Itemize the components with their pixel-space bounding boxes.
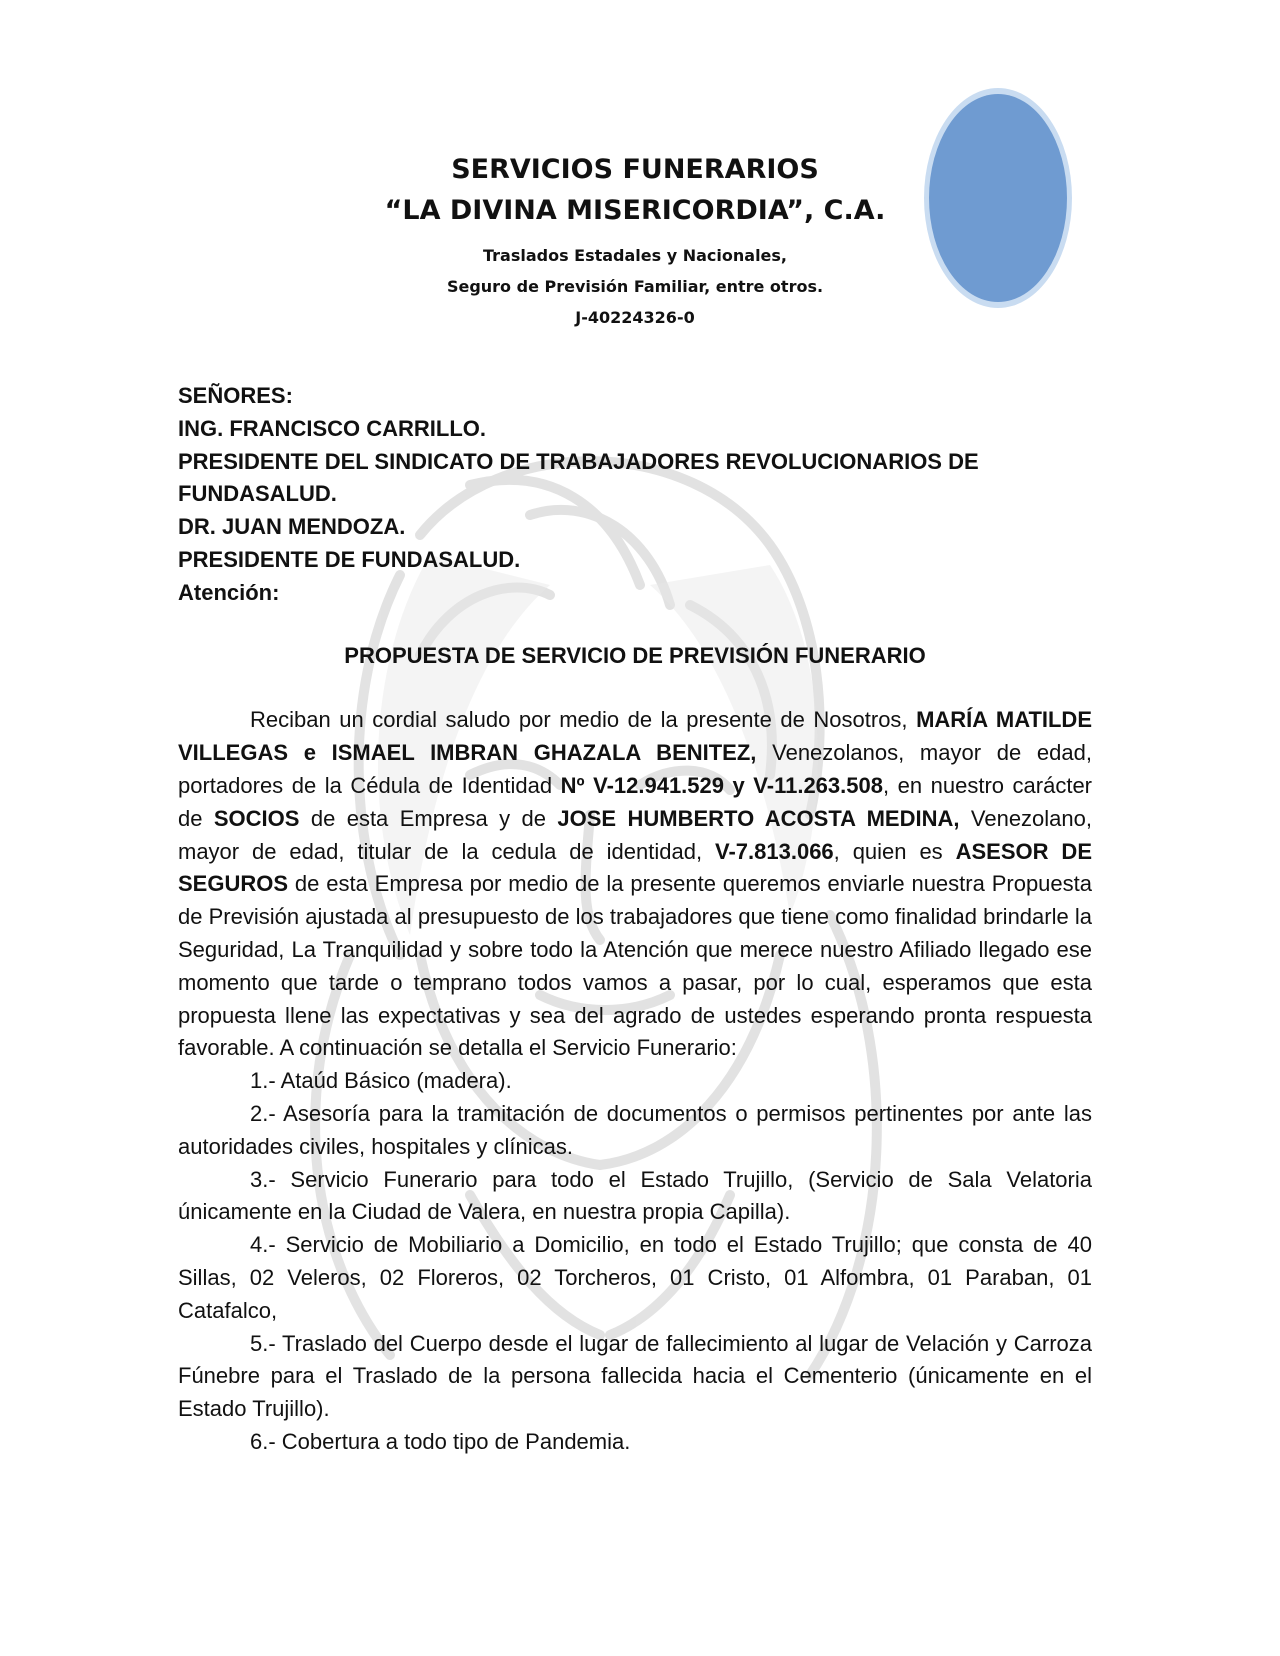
- addressee-line: DR. JUAN MENDOZA.: [178, 514, 406, 540]
- blue-oval-logo-icon: [922, 86, 1074, 310]
- tagline-insurance: Seguro de Previsión Familiar, entre otros.: [446, 277, 824, 296]
- advisor-role: ASESOR DE SEGUROS: [178, 838, 1092, 897]
- service-item: 2.- Asesoría para la tramitación de documentos o permisos pertinentes por ante las autoridades civiles, hospitales y clínicas.: [178, 1100, 1092, 1159]
- addressee-line: ING. FRANCISCO CARRILLO.: [178, 415, 486, 441]
- body-text: , quien es: [833, 838, 956, 864]
- body-text: de esta Empresa y de: [299, 805, 558, 831]
- addressee-line: PRESIDENTE DEL SINDICATO DE TRABAJADORES REVOLUCIONARIOS DE FUNDASALUD.: [178, 448, 979, 507]
- company-legal-name: “LA DIVINA MISERICORDIA”, C.A.: [384, 195, 886, 226]
- addressee-line: PRESIDENTE DE FUNDASALUD.: [178, 546, 521, 572]
- body-text: Venezolano, mayor de edad, titular de la cedula de identidad,: [178, 805, 1093, 864]
- service-item: 4.- Servicio de Mobiliario a Domicilio, en todo el Estado Trujillo; que consta de 40 Sillas, 02 Veleros, 02 Floreros, 02 Torcheros, 01 Cristo, 01 Alfombra, 01 Paraban, 01 Catafalco,: [178, 1232, 1092, 1323]
- addressee-line: SEÑORES:: [178, 383, 293, 408]
- rif-number: J-40224326-0: [575, 308, 695, 327]
- body-text: Reciban un cordial saludo por medio de la presente de Nosotros,: [250, 707, 917, 733]
- partner-names: MARÍA MATILDE VILLEGAS e ISMAEL IMBRAN GHAZALA BENITEZ,: [178, 707, 1092, 766]
- company-name: SERVICIOS FUNERARIOS: [451, 154, 819, 185]
- letter-body: [178, 380, 1092, 1459]
- service-item: 5.- Traslado del Cuerpo desde el lugar de fallecimiento al lugar de Velación y Carroza Fúnebre para el Traslado de la persona fallecida hacia el Cementerio (únicamente en el Estado Trujillo).: [178, 1330, 1092, 1422]
- service-item: 6.- Cobertura a todo tipo de Pandemia.: [250, 1428, 631, 1454]
- body-text: de esta Empresa por medio de la presente queremos enviarle nuestra Propuesta de Previsión ajustada al presupuesto de los trabajadores que tiene como finalidad brindarle la Seguridad, La Tranquilidad y sobre todo la Atención que merece nuestro Afiliado llegado ese momento que tarde o temprano todos vamos a pasar, por lo cual, esperamos que esta propuesta llene las expectativas y sea del agrado de ustedes esperando pronta respuesta favorable. A continuación se detalla el Servicio Funerario:: [178, 871, 1092, 1061]
- advisor-id: V-7.813.066: [715, 838, 834, 864]
- tagline-transfers: Traslados Estadales y Nacionales,: [482, 246, 788, 265]
- advisor-name: JOSE HUMBERTO ACOSTA MEDINA,: [557, 805, 960, 831]
- body-text: Venezolanos, mayor de edad, portadores de la Cédula de Identidad: [178, 740, 1092, 798]
- body-text: , en nuestro carácter de: [178, 772, 1093, 831]
- attention-line: Atención:: [178, 579, 280, 605]
- id-numbers: Nº V-12.941.529 y V-11.263.508: [560, 772, 883, 798]
- partners-role: SOCIOS: [213, 805, 300, 831]
- proposal-title: PROPUESTA DE SERVICIO DE PREVISIÓN FUNERARIO: [344, 642, 926, 668]
- intro-paragraph: [178, 704, 1092, 1065]
- service-item: 3.- Servicio Funerario para todo el Estado Trujillo, (Servicio de Sala Velatoria únicamente en la Ciudad de Valera, en nuestra propia Capilla).: [178, 1166, 1092, 1225]
- letterhead: [330, 150, 940, 333]
- service-item: 1.- Ataúd Básico (madera).: [250, 1068, 512, 1094]
